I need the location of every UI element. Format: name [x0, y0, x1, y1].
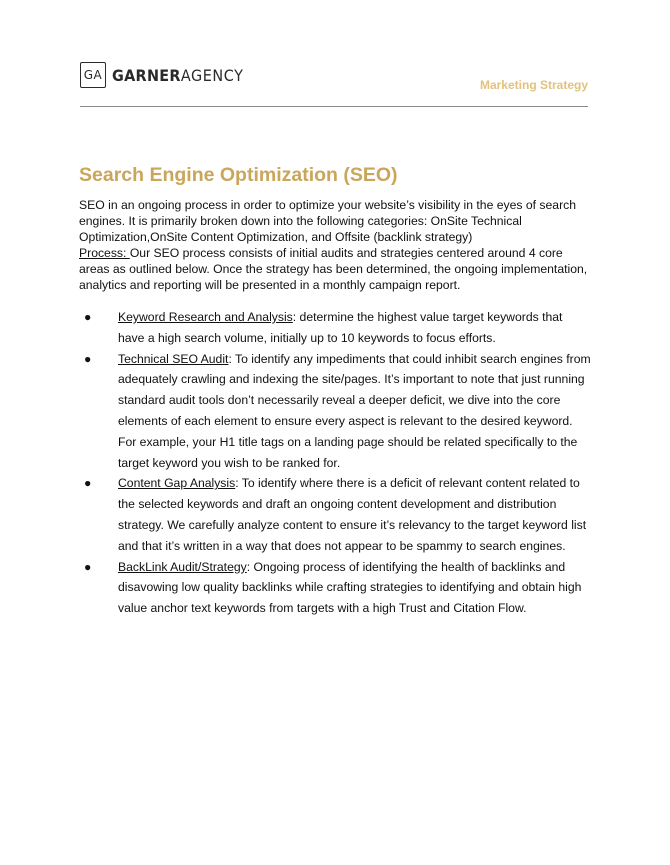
list-item: [79, 557, 591, 619]
list-item-text: : Ongoing process of identifying the health of backlinks and disavowing low quality backlinks while crafting strategies to identifying and obtain high value anchor text keywords from targets with a high Trust and Citation Flow.: [118, 559, 582, 616]
list-item-term: Content Gap Analysis: [118, 476, 236, 491]
list-item-text: : determine the highest value target keywords that have a high search volume, initially up to 10 keywords to focus efforts.: [118, 310, 563, 345]
list-item: [79, 349, 591, 474]
logo-wordmark-light: AGENCY: [180, 65, 244, 85]
process-text: Our SEO process consists of initial audits and strategies centered around 4 core areas as outlined below. Once the strategy has been determined, the ongoing implementation, analytics and reporting will be presented in a monthly campaign report.: [79, 246, 588, 292]
bullet-icon: ●: [84, 310, 92, 324]
list-item-term: BackLink Audit/Strategy: [118, 559, 247, 574]
intro-paragraph: SEO in an ongoing process in order to optimize your website’s visibility in the eyes of search engines. It is primarily broken down into the following categories: OnSite Technical Optimization,OnSite Content Optimization, and Offsite (backlink strategy): [79, 198, 577, 244]
logo-wordmark: [112, 66, 244, 85]
header-divider: [80, 106, 588, 107]
garner-agency-logo: [80, 60, 244, 90]
list-item: [79, 307, 591, 349]
list-item-text: : To identify any impediments that could inhibit search engines from adequately crawling and indexing the site/pages. It’s important to note that just running standard audit tools don’t necessarily reveal a deeper deficit, we dive into the core elements of each element to ensure every aspect is relevant to the desired keyword. For example, your H1 title tags on a landing page should be related specifically to the target keyword you wish to be ranked for.: [118, 351, 591, 470]
bullet-icon: ●: [84, 559, 92, 574]
list-item-text: : To identify where there is a deficit of relevant content related to the selected keywords and draft an ongoing content development and distribution strategy. We carefully analyze content to ensure it’s relevancy to the target keyword list and that it’s written in a way that does not appear to be spammy to search engines.: [118, 476, 587, 553]
seo-areas-list: [79, 307, 591, 619]
page-header: [80, 58, 588, 108]
process-paragraph: [79, 245, 591, 293]
logo-mark: GA: [80, 62, 106, 88]
list-item: [79, 473, 591, 556]
logo-wordmark-bold: GARNER: [112, 65, 181, 85]
list-item-term: Technical SEO Audit: [118, 351, 229, 366]
process-label: Process:: [79, 246, 130, 260]
bullet-icon: ●: [84, 476, 92, 491]
document-label: Marketing Strategy: [479, 78, 588, 92]
bullet-icon: ●: [84, 351, 92, 366]
section-title: Search Engine Optimization (SEO): [79, 164, 398, 186]
main-content: [79, 162, 591, 619]
list-item-term: Keyword Research and Analysis: [118, 310, 293, 324]
